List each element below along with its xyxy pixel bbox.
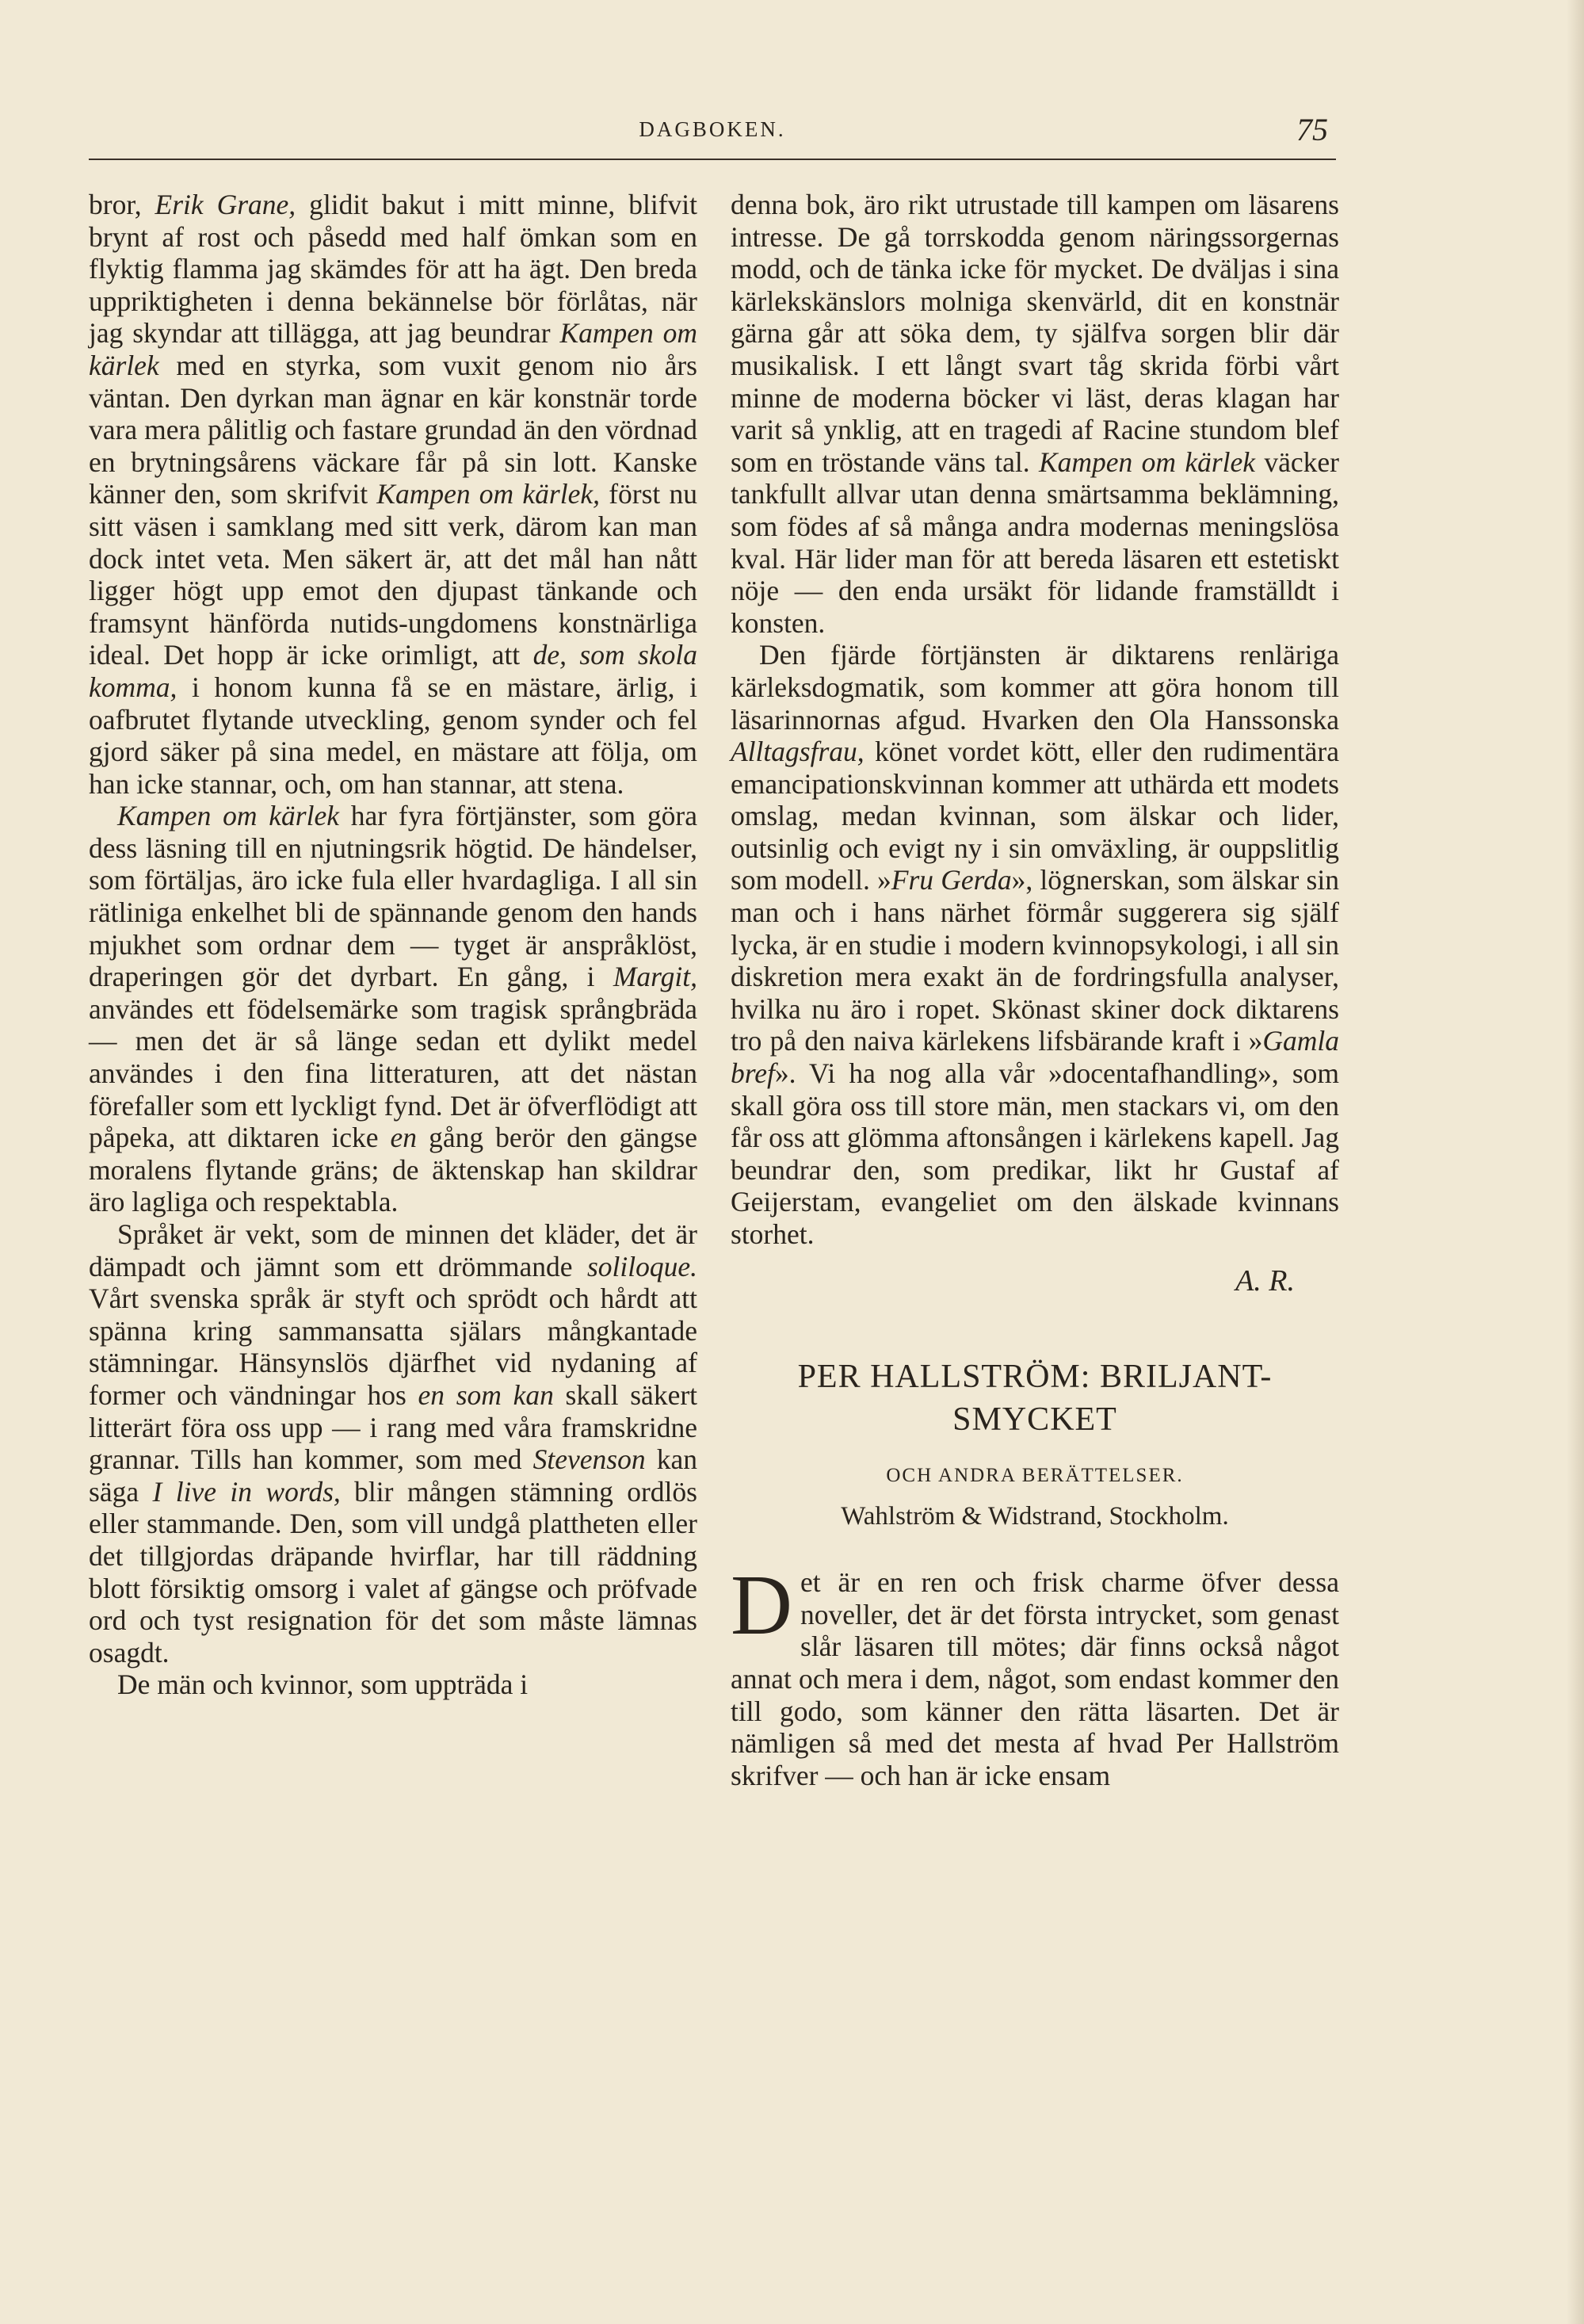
italic-title: Gamla bref	[731, 1025, 1339, 1090]
right-column	[731, 189, 1339, 1791]
italic-title: Kampen om kärlek	[1038, 445, 1256, 478]
italic-title: en	[390, 1122, 418, 1154]
left-paragraph-2: Kampen om kärlek har fyra förtjänster, som göra dess läsning till en njutningsrik högtid. De händelser, som förtäljas, äro icke fula eller hvardagliga. I all sin rätliniga enkelhet bli de spännande genom den hands mjukhet som ordnar dem — tyget är anspråklöst, draperingen gör det dyrbart. En gång, i Margit, användes ett födelsemärke som tragisk språngbräda — men det är så länge sedan ett dylikt medel användes i den fina litteraturen, att det nästan förefaller som ett lyckligt fynd. Det är öfverflödigt att påpeka, att diktaren icke en gång berör den gängse moralens flytande gräns; de äktenskap han skildrar äro lagliga och respektabla.	[89, 800, 697, 1218]
right-paragraph-1: denna bok, äro rikt utrustade till kampen om läsarens intresse. De gå torrskodda genom näringssorgernas modd, och de tänka icke för mycket. De dväljas i sina kärlekskänslors molniga skenvärld, dit en konstnär gärna går att söka dem, ty själfva sorgen blir där musikalisk. I ett långt svart tåg skrida förbi vårt minne de moderna böcker vi läst, deras klagan har varit så ynklig, att en tragedi af Racine stundom blef som en tröstande väns tal. Kampen om kärlek väcker tankfullt allvar utan denna smärtsamma beklämning, som födes af så många andra modernas meningslösa kval. Här lider man för att bereda läsaren ett estetiskt nöje — den enda ursäkt för lidande framställdt i konsten.	[731, 189, 1339, 639]
page-number: 75	[1296, 112, 1328, 147]
italic-title: Kampen om kärlek	[117, 800, 339, 832]
italic-title: Kampen om kärlek,	[376, 478, 600, 510]
page-edge-shadow	[1567, 0, 1584, 2324]
left-column	[89, 189, 697, 1701]
review-title: PER HALLSTRÖM: BRILJANT-SMYCKET	[797, 1359, 1273, 1439]
review-subtitle: OCH ANDRA BERÄTTELSER.	[886, 1465, 1184, 1487]
italic-title: Erik Grane,	[155, 189, 296, 220]
italic-title: Stevenson	[532, 1443, 646, 1476]
page-header	[89, 111, 1336, 160]
italic-title: Fru Gerda	[891, 864, 1012, 896]
italic-title: en som kan	[418, 1378, 554, 1411]
review-body	[731, 1558, 1339, 1791]
left-paragraph-1: bror, Erik Grane, glidit bakut i mitt minne, blifvit brynt af rost och påsedd med half ömkan som en flyktig flamma jag skämdes för att ha ägt. Den breda uppriktigheten i denna bekännelse bör förlåtas, när jag skyndar att tillägga, att jag beundrar Kampen om kärlek med en styrka, som vuxit genom nio års väntan. Den dyrkan man ägnar en kär konstnär torde vara mera pålitlig och fastare grundad än den vördnad en brytningsårens väckare får på sin lott. Kanske känner den, som skrifvit Kampen om kärlek, först nu sitt väsen i samklang med sitt verk, därom kan man dock intet veta. Men säkert är, att det mål han nått ligger högt upp emot den djupast tänkande och framsynt hänförda nutids-ungdomens konstnärliga ideal. Det hopp är icke orimligt, att de, som skola komma, i honom kunna få se en mästare, ärlig, i oafbrutet flytande utveckling, genom synder och fel gjord säker på sina medel, en mästare att följa, om han icke stannar, och, om han stannar, att stena.	[89, 189, 697, 800]
italic-title: Margit,	[613, 961, 697, 993]
author-signature: A. R.	[1235, 1263, 1295, 1298]
italic-title: soliloque.	[586, 1250, 697, 1282]
review-body-text: et är en ren och frisk charme öfver dessa noveller, det är det första intrycket, som genast slår läsaren till mötes; där finns också något annat och mera i dem, något, som endast kommer den till godo, som känner den rätta läsarten. Det är nämligen så med det mesta af hvad Per Hallström skrifver — och han är icke ensam	[731, 1566, 1339, 1791]
review-publisher: Wahlström & Widstrand, Stockholm.	[841, 1502, 1229, 1531]
running-head: DAGBOKEN.	[639, 117, 786, 141]
italic-title: Kampen om kärlek	[89, 317, 697, 381]
drop-cap: D	[731, 1558, 792, 1653]
left-paragraph-4: De män och kvinnor, som uppträda i	[117, 1668, 529, 1701]
left-paragraph-3: Språket är vekt, som de minnen det kläder, det är dämpadt och jämnt som ett drömmande soliloque. Vårt svenska språk är styft och sprödt och hårdt att spänna kring sammansatta själars mångkantade stämningar. Hänsynslös djärfhet vid nydaning af former och vändningar hos en som kan skall säkert litterärt föra oss upp — i rang med våra framskridne grannar. Tills han kommer, som med Stevenson kan säga I live in words, blir mången stämning ordlös eller stammande. Den, som vill undgå plattheten eller det tillgjordas dräpande hvirflar, har till räddning blott försiktig omsorg i valet af gängse och pröfvade ord och tyst resignation för det som måste lämnas osagdt.	[89, 1218, 698, 1668]
right-paragraph-2: Den fjärde förtjänsten är diktarens renläriga kärleksdogmatik, som kommer att göra honom till läsarinnornas afgud. Hvarken den Ola Hanssonska Alltagsfrau, könet vordet kött, eller den rudimentära emancipationskvinnan kommer att uthärda ett modets omslag, medan kvinnan, som älskar och lider, outsinlig och evigt ny i sin omväxling, är ouppslitlig som modell. »Fru Gerda», lögnerskan, som älskar sin man och i hans närhet förmår suggerera sig själf lycka, är en studie i modern kvinnopsykologi, i all sin diskretion mera exakt än de fordringsfulla analyser, hvilka nu äro i ropet. Skönast skiner dock diktarens tro på den naiva kärlekens lifsbärande kraft i »Gamla bref». Vi ha nog alla vår »docentafhandling», som skall göra oss till store män, men stackars vi, om den får oss att glömma aftonsången i kärlekens kapell. Jag beundrar den, som predikar, likt hr Gustaf af Geijerstam, evangeliet om den älskade kvinnans storhet.	[731, 639, 1339, 1250]
italic-title: Alltagsfrau,	[731, 736, 865, 768]
italic-title: de, som skola komma,	[89, 639, 697, 703]
italic-title: I live in words,	[152, 1475, 341, 1508]
